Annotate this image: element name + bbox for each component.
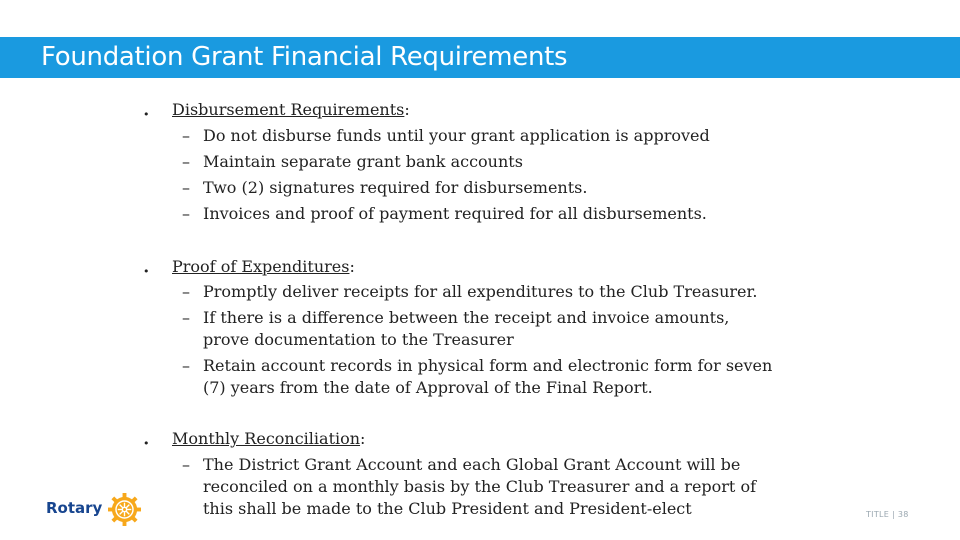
list-item: If there is a difference between the receipt and invoice amounts, prove documentation to the Treasurer	[203, 308, 730, 349]
page-number: 38	[897, 510, 909, 519]
bullet-icon: •	[143, 437, 150, 450]
list-item: Two (2) signatures required for disbursements.	[203, 178, 588, 197]
list-item: Maintain separate grant bank accounts	[203, 152, 523, 171]
section-heading-disbursement: Disbursement Requirements:	[172, 100, 410, 119]
rotary-wheel-icon	[108, 493, 141, 526]
list-item: Invoices and proof of payment required for all disbursements.	[203, 204, 707, 223]
dash-icon: –	[182, 178, 190, 197]
bullet-icon: •	[143, 265, 150, 278]
dash-icon: –	[182, 152, 190, 171]
slide-title: Foundation Grant Financial Requirements	[41, 42, 568, 72]
dash-icon: –	[182, 308, 190, 327]
footer	[866, 510, 909, 519]
footer-separator: |	[892, 510, 895, 519]
section-heading-reconciliation: Monthly Reconciliation:	[172, 429, 366, 448]
bullet-icon: •	[143, 108, 150, 121]
section-heading-expenditures: Proof of Expenditures:	[172, 257, 355, 276]
dash-icon: –	[182, 126, 190, 145]
list-item: Retain account records in physical form and electronic form for seven (7) years from the date of Approval of the Final Report.	[203, 356, 773, 397]
logo-wordmark: Rotary	[46, 499, 103, 517]
list-item: Promptly deliver receipts for all expenditures to the Club Treasurer.	[203, 282, 758, 301]
dash-icon: –	[182, 204, 190, 223]
dash-icon: –	[182, 455, 190, 474]
dash-icon: –	[182, 282, 190, 301]
list-item: Do not disburse funds until your grant application is approved	[203, 126, 710, 145]
list-item: The District Grant Account and each Global Grant Account will be reconciled on a monthly basis by the Club Treasurer and a report of this shall be made to the Club President and President-elect	[203, 455, 756, 518]
footer-title: TITLE	[866, 510, 890, 519]
dash-icon: –	[182, 356, 190, 375]
